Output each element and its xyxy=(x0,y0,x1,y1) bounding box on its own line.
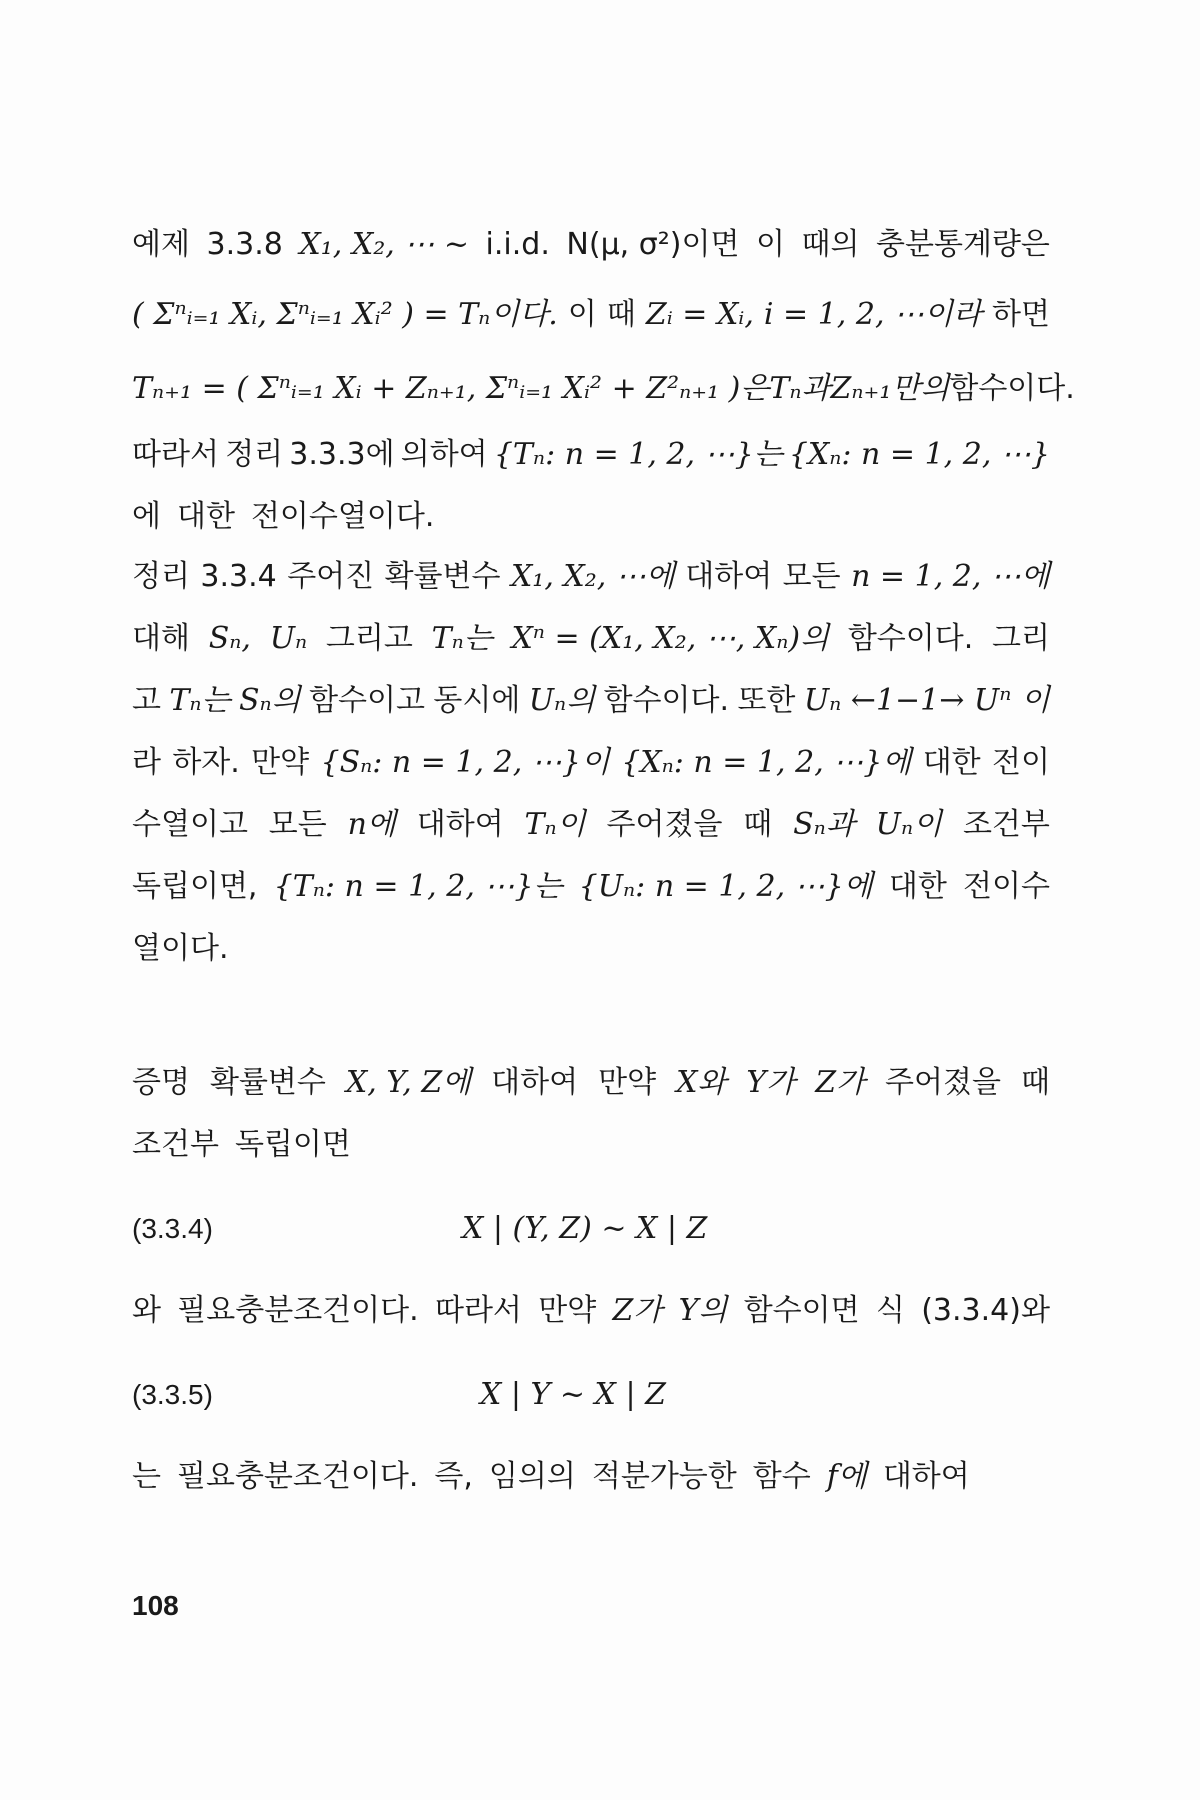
theorem-line xyxy=(132,918,1050,980)
formula-text: Z가 xyxy=(815,1065,866,1100)
text-token: 대하여 xyxy=(416,807,504,842)
proof-label: 증명 xyxy=(132,1065,190,1100)
proof-block xyxy=(132,1052,1050,1508)
page-number: 108 xyxy=(132,1590,179,1621)
formula-text: Tₙ는 xyxy=(169,683,231,718)
formula-text: {Sₙ: n = 1, 2, ⋯}이 xyxy=(320,745,610,780)
theorem-block xyxy=(132,546,1050,980)
text-token: 그리고 xyxy=(325,621,413,656)
text-token: 전이수 xyxy=(963,869,1050,904)
text-token: 대해 xyxy=(132,621,190,656)
text-token: 대한 xyxy=(176,499,235,534)
text-token: 때 xyxy=(606,297,636,332)
example-line xyxy=(132,284,1050,346)
text-token: 3.3.3에 xyxy=(289,437,395,472)
formula-text: Xⁿ = (X₁, X₂, ⋯, Xₙ)의 xyxy=(511,621,830,656)
text-token: 대하여 xyxy=(685,559,773,594)
formula-text: Tₙ이 xyxy=(524,807,586,842)
text-token: 적분가능한 xyxy=(591,1459,737,1494)
text-token: 전이 xyxy=(992,745,1050,780)
formula-text: {Tₙ: n = 1, 2, ⋯}는 xyxy=(273,869,563,904)
formula-text: Y의 xyxy=(678,1293,728,1328)
proof-line xyxy=(132,1052,1050,1114)
theorem-number: 3.3.4 xyxy=(200,559,277,594)
text-token: 열이다. xyxy=(132,931,229,966)
formula-text: Uₙ ←1−1→ Uⁿ 이 xyxy=(803,683,1050,718)
formula-text: X₁, X₂, ⋯ ~ xyxy=(299,227,469,262)
theorem-line xyxy=(132,608,1050,670)
text-token: 조건부 xyxy=(132,1127,219,1162)
theorem-line xyxy=(132,856,1050,918)
theorem-line xyxy=(132,670,1050,732)
text-token: 만약 xyxy=(598,1065,657,1100)
text-token: 수열이고 xyxy=(132,807,248,842)
formula-text: Tₙ₊₁ = ( Σⁿᵢ₌₁ Xᵢ + Zₙ₊₁, Σⁿᵢ₌₁ Xᵢ² + Z²ₙ₊₁ )은 xyxy=(132,371,770,406)
formula-text: Z가 xyxy=(612,1293,663,1328)
theorem-line xyxy=(132,732,1050,794)
example-line xyxy=(132,358,1075,420)
text-token: 하자. xyxy=(172,745,240,780)
text-token: 고 xyxy=(132,683,161,718)
equation-number: (3.3.4) xyxy=(132,1213,213,1244)
text-token: 또한 xyxy=(737,683,796,718)
theorem-label: 정리 xyxy=(132,559,190,594)
example-label: 예제 xyxy=(132,227,190,262)
formula-text: Zₙ₊₁만의 xyxy=(830,371,950,406)
text-token: 함수이다. xyxy=(847,621,974,656)
formula-text: Uₙ의 xyxy=(528,683,596,718)
formula-text: {Tₙ: n = 1, 2, ⋯}는 xyxy=(493,437,783,472)
text-token: 독립이면, xyxy=(132,869,258,904)
text-token: 독립이면 xyxy=(234,1127,351,1162)
text-token: 조건부 xyxy=(962,807,1050,842)
text-token: 주어진 xyxy=(287,559,375,594)
formula-text: Y가 xyxy=(746,1065,796,1100)
text-token: 에 xyxy=(132,499,161,534)
formula-text: Tₙ는 xyxy=(431,621,493,656)
text-token: 대한 xyxy=(922,745,981,780)
text-token: 따라서 xyxy=(434,1293,522,1328)
example-block xyxy=(132,214,1075,548)
text-token: 식 xyxy=(875,1293,905,1328)
formula-text: Uₙ xyxy=(269,621,308,656)
text-token: 만약 xyxy=(251,745,310,780)
text-token: 하면 xyxy=(992,297,1050,332)
text-token: 충분통계량은 xyxy=(876,227,1050,262)
text-token: 때 xyxy=(1020,1065,1050,1100)
formula-text: ( Σⁿᵢ₌₁ Xᵢ, Σⁿᵢ₌₁ Xᵢ² ) = Tₙ이다. xyxy=(132,297,558,332)
text-token: 필요충분조건이다. xyxy=(177,1293,419,1328)
text-token: (3.3.4)와 xyxy=(921,1293,1050,1328)
formula-text: {Xₙ: n = 1, 2, ⋯} xyxy=(788,437,1050,472)
text-token: 확률변수 xyxy=(384,559,501,594)
text-token: 함수 xyxy=(752,1459,811,1494)
text-token: 전이수열이다. xyxy=(250,499,435,534)
formula-text: Sₙ의 xyxy=(238,683,301,718)
formula-text: Uₙ이 xyxy=(875,807,943,842)
formula-text: i = 1, 2, ⋯이라 xyxy=(763,297,982,332)
text-token: 때 xyxy=(743,807,773,842)
text-token: 대하여 xyxy=(491,1065,579,1100)
text-token: 필요충분조건이다. xyxy=(176,1459,419,1494)
text-token: 이 xyxy=(755,227,785,262)
formula-text: Zᵢ = Xᵢ, xyxy=(645,297,754,332)
equation-formula: X | Y ~ X | Z xyxy=(480,1377,666,1412)
example-line xyxy=(132,424,1050,486)
text-token: 함수이면 xyxy=(743,1293,860,1328)
text-token: 이 xyxy=(567,297,597,332)
text-token: 동시에 xyxy=(433,683,521,718)
text-token: 는 xyxy=(132,1459,161,1494)
example-line xyxy=(132,486,1050,548)
formula-text: X₁, X₂, ⋯에 xyxy=(510,559,675,594)
text-token: 확률변수 xyxy=(209,1065,326,1100)
proof-line xyxy=(132,1280,1050,1342)
example-number: 3.3.8 xyxy=(206,227,283,262)
text-token: 함수이다. xyxy=(949,371,1075,406)
formula-text: {Xₙ: n = 1, 2, ⋯}에 xyxy=(621,745,912,780)
text-token: 주어졌을 xyxy=(606,807,723,842)
text-token: 만약 xyxy=(538,1293,597,1328)
equation-formula: X | (Y, Z) ~ X | Z xyxy=(462,1211,708,1246)
formula-text: N(μ, σ²)이면 xyxy=(566,227,740,262)
equation-3-3-4 xyxy=(132,1198,1050,1260)
equation-number: (3.3.5) xyxy=(132,1379,213,1410)
text-token: 모든 xyxy=(268,807,327,842)
text-token: 그리 xyxy=(992,621,1050,656)
text-token: 즉, xyxy=(434,1459,473,1494)
text-token: i.i.d. xyxy=(485,227,550,262)
formula-text: Sₙ, xyxy=(208,621,251,656)
text-token: 대한 xyxy=(888,869,947,904)
text-token: 함수이고 xyxy=(309,683,425,718)
text-token: 의하여 xyxy=(400,437,488,472)
formula-text: n에 xyxy=(347,807,396,842)
text-token: 따라서 xyxy=(132,437,219,472)
text-token: 대하여 xyxy=(882,1459,970,1494)
text-token: 와 xyxy=(132,1293,161,1328)
text-token: 때의 xyxy=(801,227,860,262)
formula-text: Sₙ과 xyxy=(793,807,855,842)
text-token: 임의의 xyxy=(488,1459,576,1494)
equation-3-3-5 xyxy=(132,1364,1050,1426)
formula-text: f에 xyxy=(826,1459,867,1494)
formula-text: X와 xyxy=(676,1065,727,1100)
proof-line xyxy=(132,1446,1050,1508)
theorem-line xyxy=(132,546,1050,608)
text-token: 주어졌을 xyxy=(885,1065,1001,1100)
text-token: 모든 xyxy=(782,559,841,594)
example-line xyxy=(132,214,1050,276)
formula-text: n = 1, 2, ⋯에 xyxy=(851,559,1050,594)
formula-text: {Uₙ: n = 1, 2, ⋯}에 xyxy=(578,869,873,904)
theorem-line xyxy=(132,794,1050,856)
formula-text: Tₙ과 xyxy=(769,371,831,406)
proof-line xyxy=(132,1114,1050,1176)
formula-text: X, Y, Z에 xyxy=(345,1065,472,1100)
text-token: 라 xyxy=(132,745,161,780)
text-token: 함수이다. xyxy=(603,683,730,718)
text-token: 정리 xyxy=(225,437,284,472)
